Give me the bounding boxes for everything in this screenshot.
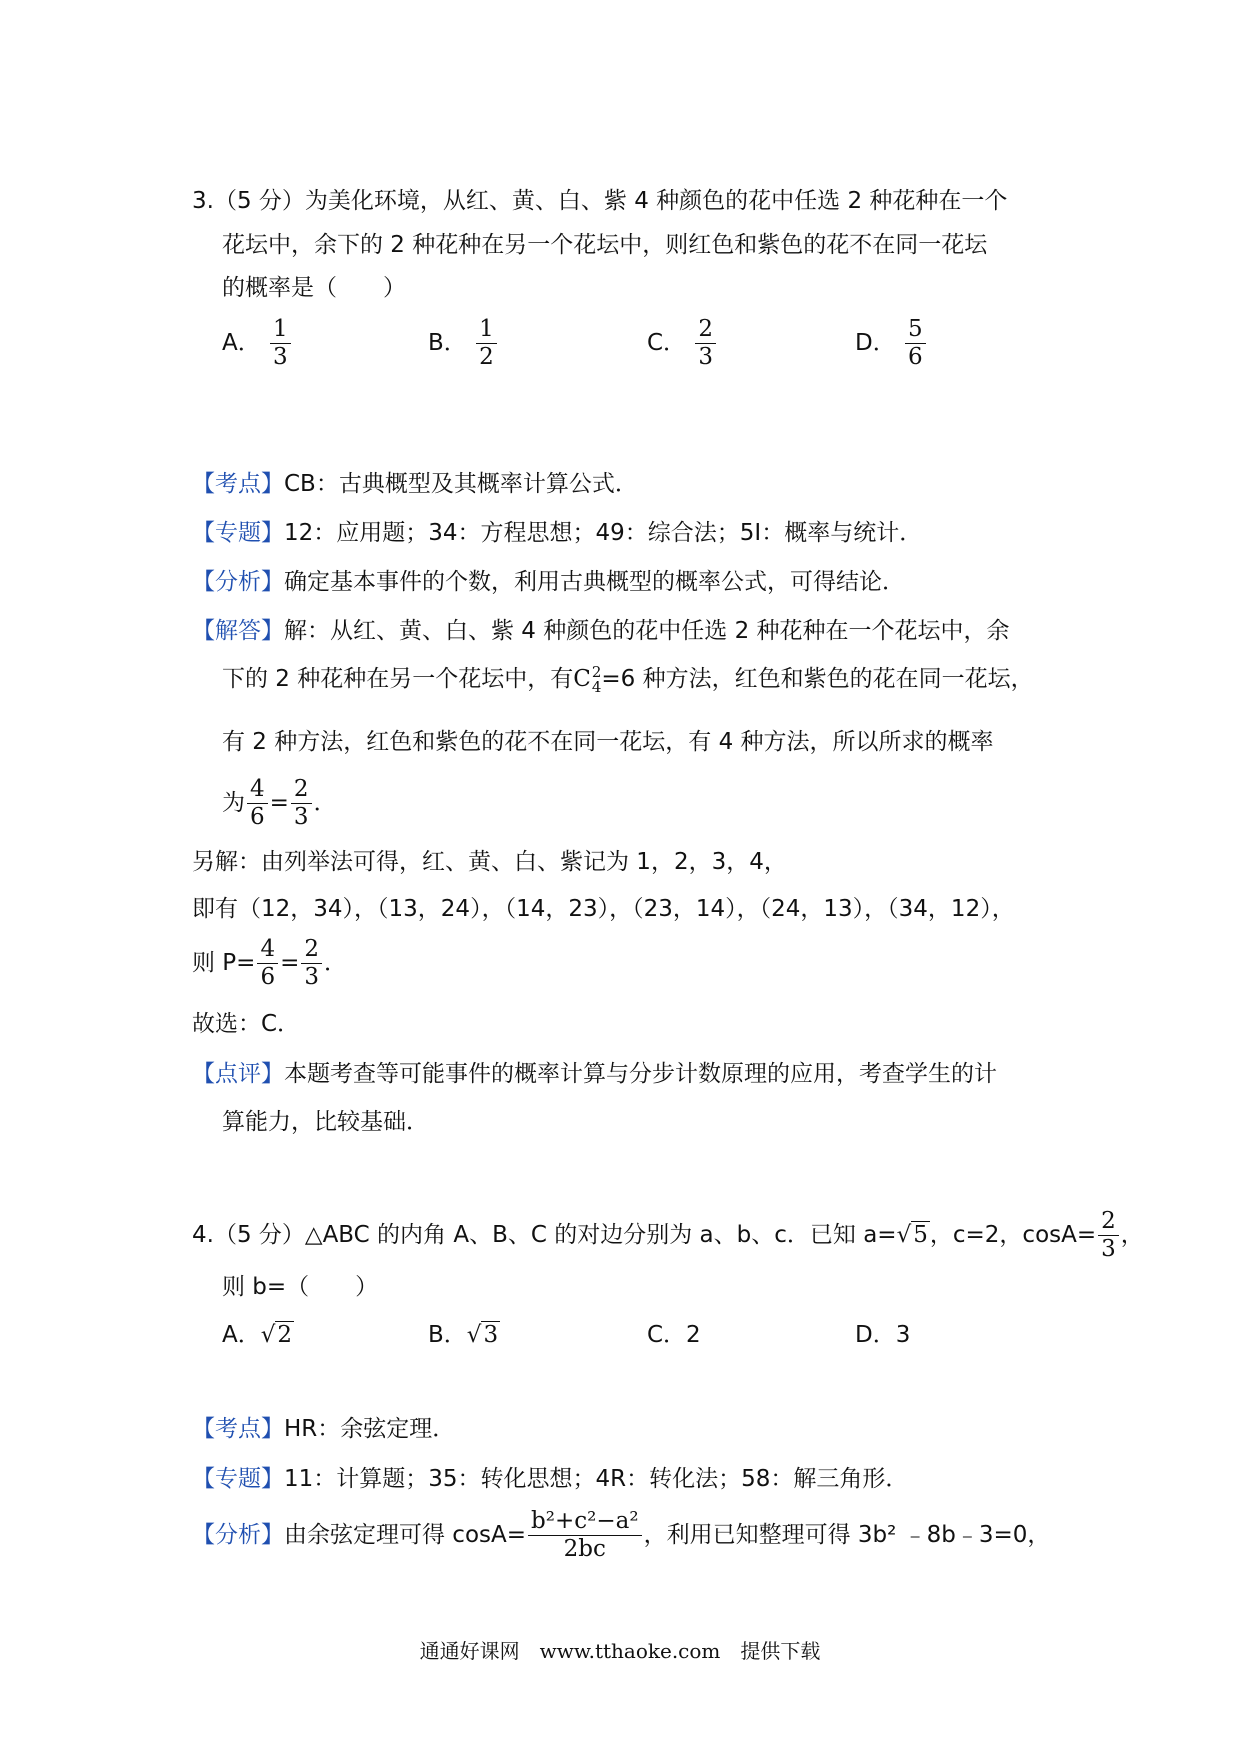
q3-option-b: B． $\frac{1}{2}$ — [428, 318, 499, 369]
q4-kaodian: 【考点】HR：余弦定理． — [192, 1416, 456, 1442]
q3-option-c: C． $\frac{2}{3}$ — [647, 318, 718, 369]
q4-fenxi: 【分析】由余弦定理可得 cosA= $\frac{\text{b²+c²−a²}}{2bc}$ ，利用已知整理可得 3b² ﹣8b﹣3=0， — [192, 1508, 1051, 1562]
q4-zhuanti: 【专题】11：计算题；35：转化思想；4R：转化法；58：解三角形． — [192, 1466, 909, 1492]
q4-option-d: D．3 — [855, 1322, 911, 1348]
q3-stem-line-1: 3.（5 分）为美化环境，从红、黄、白、紫 4 种颜色的花中任选 2 种花种在一个 — [192, 188, 1008, 214]
q4-stem-line-1: 4.（5 分）△ABC 的内角 A、B、C 的对边分别为 a、b、c．已知 a=√5，c=2，cosA= $\frac{2}{3}$ ， — [192, 1208, 1144, 1262]
fraction-4-6: $\frac{4}{6}$ — [257, 938, 278, 989]
q3-jieda-line-1: 【解答】解：从红、黄、白、紫 4 种颜色的花中任选 2 种花种在一个花坛中，余 — [192, 618, 1010, 644]
sqrt-3: √3 — [466, 1322, 499, 1348]
q3-dianping: 【点评】本题考查等可能事件的概率计算与分步计数原理的应用，考查学生的计 — [192, 1061, 997, 1087]
fraction-2-3: $\frac{2}{3}$ — [291, 778, 312, 829]
q3-jieda-line-2: 下的 2 种花种在另一个花坛中，有C 2 4 =6 种方法，红色和紫色的花在同一花坛， — [222, 662, 1034, 696]
cosA-fraction: $\frac{2}{3}$ — [1098, 1210, 1119, 1261]
cosine-law-fraction: $\frac{\text{b²+c²−a²}}{2bc}$ — [528, 1510, 642, 1561]
q4-stem-line-2: 则 b=（ ） — [222, 1274, 379, 1300]
q3-jieda-line-3: 有 2 种方法，红色和紫色的花不在同一花坛，有 4 种方法，所以所求的概率 — [222, 729, 994, 755]
q3-jieda-line-4: 为 $\frac{4}{6}$ = $\frac{2}{3}$ ． — [222, 776, 337, 830]
fraction-4-6: $\frac{4}{6}$ — [247, 778, 268, 829]
q3-alt-line-1: 另解：由列举法可得，红、黄、白、紫记为 1，2，3，4， — [192, 849, 787, 875]
sqrt-5: √5 — [896, 1222, 928, 1248]
q3-stem-line-2: 花坛中，余下的 2 种花种在另一个花坛中，则红色和紫色的花不在同一花坛 — [222, 232, 988, 258]
q3-option-c-fraction: $\frac{2}{3}$ — [695, 318, 716, 369]
q3-dianping-line-2: 算能力，比较基础． — [222, 1109, 429, 1135]
q4-option-c: C．2 — [647, 1322, 701, 1348]
q3-fenxi: 【分析】确定基本事件的个数，利用古典概型的概率公式，可得结论． — [192, 569, 905, 595]
q3-alt-line-3: 则 P= $\frac{4}{6}$ = $\frac{2}{3}$ ． — [192, 936, 348, 990]
q3-kaodian: 【考点】CB：古典概型及其概率计算公式． — [192, 471, 638, 497]
q4-option-b: B．√3 — [428, 1322, 499, 1348]
page-footer: 通通好课网 www.tthaoke.com 提供下载 — [419, 1639, 821, 1663]
q3-alt-line-4: 故选：C． — [192, 1011, 301, 1037]
q3-alt-line-2: 即有（12，34），（13，24），（14，23），（23，14），（24，13），（34，12）， — [192, 896, 1015, 922]
sqrt-2: √2 — [260, 1322, 293, 1348]
fraction-2-3: $\frac{2}{3}$ — [301, 938, 322, 989]
q3-option-d-fraction: $\frac{5}{6}$ — [905, 318, 926, 369]
q3-option-d: D． $\frac{5}{6}$ — [855, 318, 928, 369]
q3-option-a-fraction: $\frac{1}{3}$ — [270, 318, 291, 369]
q3-zhuanti: 【专题】12：应用题；34：方程思想；49：综合法；5I：概率与统计． — [192, 520, 923, 546]
q4-option-a: A．√2 — [222, 1322, 293, 1348]
q3-option-a: A． $\frac{1}{3}$ — [222, 318, 293, 369]
combination-symbol: C — [573, 666, 591, 692]
q3-option-b-fraction: $\frac{1}{2}$ — [476, 318, 497, 369]
q3-stem-line-3: 的概率是（ ） — [222, 275, 406, 301]
